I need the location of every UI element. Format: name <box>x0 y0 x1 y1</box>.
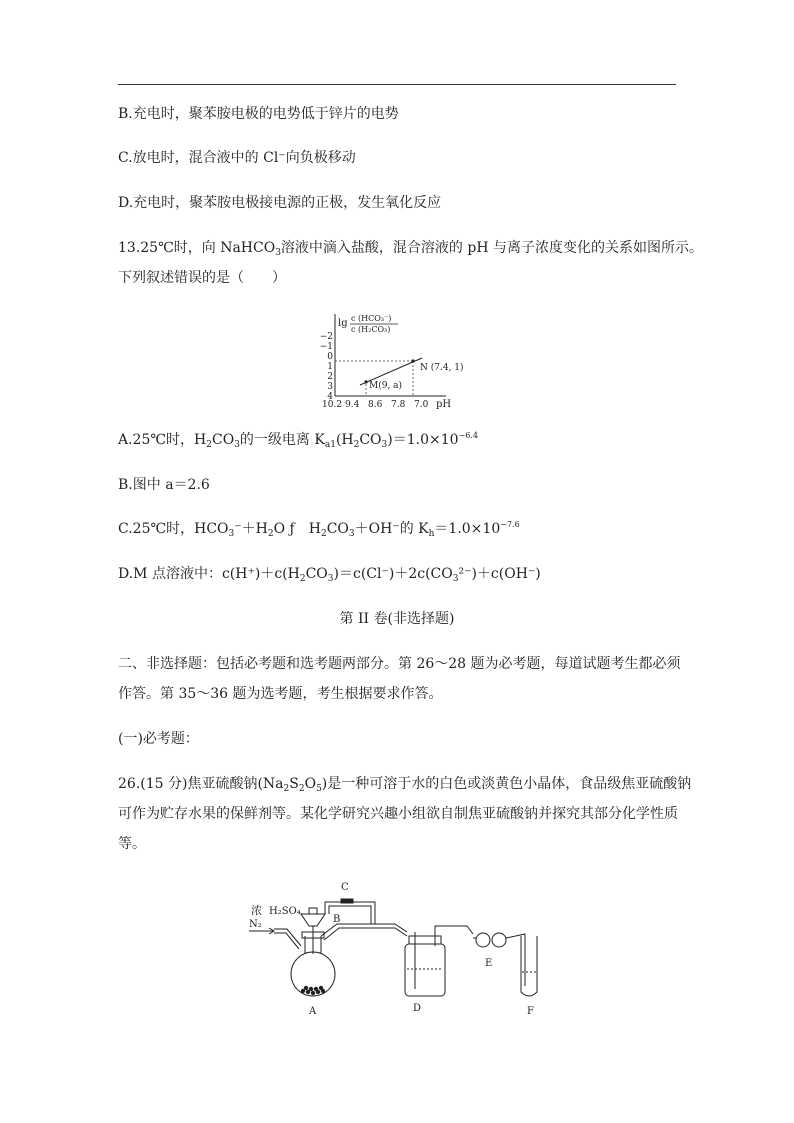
point-m-label: M(9, a) <box>369 381 403 391</box>
q13-option-c: C.25℃时，$HCO_3^-+H_2O$ ƒ $H_2CO_3+OH^-$的 $K_h=1.0\times 10^{-7.6}$ <box>118 520 520 539</box>
label-e: E <box>485 958 493 969</box>
x-tick-label: 9.4 <box>345 400 360 410</box>
y-tick-labels <box>320 332 334 402</box>
required-heading: (一)必考题： <box>118 731 199 747</box>
label-a: A <box>309 1006 317 1017</box>
q26-line3: 等。 <box>118 836 146 852</box>
flask-a-outlet <box>321 924 407 936</box>
header-rule <box>118 84 676 85</box>
q13-option-b: B.图中 a＝2.6 <box>118 477 210 493</box>
y-tick-label: −2 <box>319 332 333 342</box>
label-n2: N₂ <box>249 919 262 930</box>
option-d-prev: D.充电时，聚苯胺电极接电源的正极，发生氧化反应 <box>118 195 442 211</box>
y-tick-label: 1 <box>327 362 333 372</box>
point-m <box>364 380 367 383</box>
option-b-prev: B.充电时，聚苯胺电极的电势低于锌片的电势 <box>118 106 399 122</box>
y-axis-label-denominator: c (H₂CO₃) <box>351 325 391 334</box>
solid-particle <box>309 987 313 991</box>
section-intro-line1: 二、非选择题：包括必考题和选考题两部分。第 26～28 题为必考题，每道试题考生都必须 <box>118 656 681 672</box>
solid-particle <box>314 987 318 991</box>
label-h2so4: H₂SO₄ <box>269 906 301 917</box>
x-tick-label: 10.2 <box>322 400 343 410</box>
x-axis-label: pH <box>436 399 452 410</box>
label-conc: 浓 <box>251 904 262 917</box>
q13-option-d: D.M 点溶液中：$c(H^+)+c(H_2CO_3)=c(Cl^-)+2c(CO_3^{2-})+c(OH^-)$ <box>118 566 541 584</box>
apparatus-diagram <box>245 874 555 1019</box>
q26-line1: 26.(15 分)焦亚硫酸钠$(Na_2S_2O_5)$是一种可溶于水的白色或淡黄色小晶体，食品级焦亚硫酸钠 <box>118 776 692 794</box>
y-tick-label: 2 <box>327 372 333 382</box>
q13-stem-line1: 13.25℃时，向 NaHCO$_3$溶液中滴入盐酸，混合溶液的 pH 与离子浓度变化的关系如图所示。 <box>118 240 703 258</box>
tube-e-to-f <box>506 934 525 986</box>
q13-stem-line2: 下列叙述错误的是（ ） <box>118 270 286 286</box>
label-f: F <box>527 1006 534 1017</box>
x-tick-label: 7.0 <box>414 400 429 410</box>
label-c: C <box>341 882 349 893</box>
y-axis-label-numerator: c (HCO₃⁻) <box>351 314 392 323</box>
y-axis-label-prefix: lg <box>338 318 348 329</box>
point-n-label: N (7.4, 1) <box>420 363 464 373</box>
solid-particle <box>311 991 315 995</box>
label-b: B <box>333 914 341 925</box>
point-n <box>411 359 414 362</box>
x-tick-labels <box>322 400 429 410</box>
section-intro-line2: 作答。第 35～36 题为选考题，考生根据要求作答。 <box>118 686 443 702</box>
tube-d-to-e <box>435 926 473 934</box>
label-d: D <box>413 1003 422 1014</box>
y-tick-label: 0 <box>327 352 333 362</box>
section-title: 第 II 卷(非选择题) <box>339 611 455 627</box>
test-tube-f <box>521 936 537 996</box>
q13-option-a: A.25℃时，$H_2CO_3$的一级电离 $K_{a1}(H_2CO_3)=1.0\times 10^{-6.4}$ <box>118 431 478 450</box>
x-tick-label: 7.8 <box>391 400 406 410</box>
drying-tube-e-bulb1 <box>476 933 490 947</box>
y-tick-label: 4 <box>327 392 333 402</box>
y-tick-label: 3 <box>327 382 333 392</box>
funnel-b <box>301 914 325 926</box>
n2-side-tube <box>274 929 301 946</box>
solid-particle <box>319 986 323 990</box>
y-tick-label: −1 <box>319 342 333 352</box>
option-c-prev: C.放电时，混合液中的 Cl⁻向负极移动 <box>118 150 356 166</box>
bottle-d <box>405 944 445 996</box>
x-tick-label: 8.6 <box>368 400 383 410</box>
solid-particle <box>304 986 308 990</box>
q26-line2: 可作为贮存水果的保鲜剂等。某化学研究兴趣小组欲自制焦亚硫酸钠并探究其部分化学性质 <box>118 806 678 822</box>
drying-tube-e-bulb2 <box>492 933 506 947</box>
ph-chart <box>300 308 480 412</box>
